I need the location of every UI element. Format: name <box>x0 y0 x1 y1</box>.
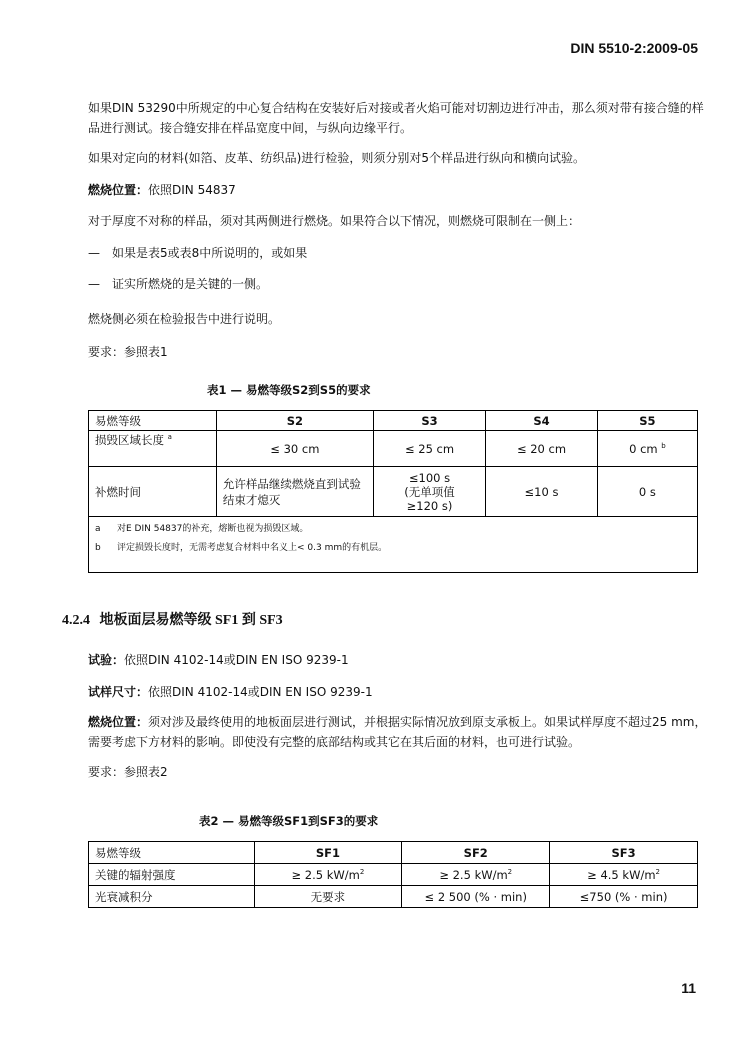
burn-position-text: 依照DIN 54837 <box>148 183 236 197</box>
cell-line: (无单项值 <box>404 484 455 499</box>
cell-text: ≥ 2.5 kW/m <box>439 867 508 882</box>
test-text: 依照DIN 4102-14或DIN EN ISO 9239-1 <box>124 653 349 667</box>
table-2 <box>88 841 698 908</box>
table-cell <box>254 864 402 886</box>
section-title: 地板面层易燃等级 SF1 到 SF3 <box>99 613 283 628</box>
cell-text: 0 cm <box>629 441 658 456</box>
page-number: 11 <box>681 980 696 996</box>
table-cell: ≤ 30 cm <box>216 431 373 467</box>
table-cell <box>597 431 697 467</box>
table-cell <box>550 864 698 886</box>
table-row <box>89 864 698 886</box>
footnote-key: b <box>95 543 101 553</box>
footnote-b <box>95 541 691 556</box>
table-footnotes <box>89 517 698 573</box>
table-cell: ≤10 s <box>486 467 598 517</box>
superscript: 2 <box>507 867 513 876</box>
footnote-a <box>95 522 691 537</box>
requirement-ref-1: 要求：参照表1 <box>88 345 168 359</box>
section-heading <box>62 609 283 629</box>
cell-line: ≥120 s) <box>406 498 453 513</box>
specimen-size-text: 依照DIN 4102-14或DIN EN ISO 9239-1 <box>148 685 373 699</box>
table-header-cell: S2 <box>216 411 373 431</box>
superscript: 2 <box>655 867 660 876</box>
table-cell: 关键的辐射强度 <box>89 864 255 886</box>
specimen-size-label: 试样尺寸： <box>88 685 149 699</box>
table-header-cell: SF1 <box>254 842 402 864</box>
cell-line: ≤100 s <box>408 470 451 485</box>
bullet-item-1: — 如果是表5或表8中所说明的，或如果 <box>88 246 308 260</box>
table1-caption: 表1 — 易燃等级S2到S5的要求 <box>207 383 371 397</box>
table-cell: 补燃时间 <box>89 467 217 517</box>
table-cell: ≤ 2 500 (% · min) <box>402 886 550 908</box>
burn-position-2-label: 燃烧位置： <box>88 715 149 729</box>
paragraph-report: 燃烧侧必须在检验报告中进行说明。 <box>88 312 281 326</box>
document-header: DIN 5510-2:2009-05 <box>570 40 698 56</box>
table-cell: 无要求 <box>254 886 402 908</box>
table-row <box>89 431 698 467</box>
table-header-cell: SF3 <box>550 842 698 864</box>
burn-position-2-paragraph <box>88 712 708 752</box>
test-label: 试验： <box>88 653 125 667</box>
table-cell: 允许样品继续燃烧直到试验结束才熄灭 <box>216 467 373 517</box>
paragraph-joint-seam: 如果DIN 53290中所规定的中心复合结构在安装好后对接或者火焰可能对切割边进行冲击，那么须对带有接合缝的样品进行测试。接合缝安排在样品宽度中间，与纵向边缘平行。 <box>88 101 704 135</box>
section-number: 4.2.4 <box>62 613 90 628</box>
paragraph-asymmetric: 对于厚度不对称的样品，须对其两侧进行燃烧。如果符合以下情况，则燃烧可限制在一侧上： <box>88 214 581 228</box>
table-header-cell: S4 <box>486 411 598 431</box>
test-line <box>88 650 708 670</box>
footnote-marker-a: a <box>167 433 172 442</box>
burn-position-line <box>88 180 708 200</box>
specimen-size-line <box>88 682 708 702</box>
superscript: 2 <box>359 867 365 876</box>
table-header-row <box>89 842 698 864</box>
table-cell <box>89 431 217 467</box>
table-header-cell: S3 <box>373 411 485 431</box>
footnote-text: 评定损毁长度时，无需考虑复合材料中名义上< 0.3 mm的有机层。 <box>117 543 388 553</box>
table-cell: ≤750 (% · min) <box>550 886 698 908</box>
table-row <box>89 467 698 517</box>
table-cell <box>373 467 485 517</box>
table-cell: ≤ 25 cm <box>373 431 485 467</box>
cell-text: 损毁区域长度 <box>95 433 164 447</box>
table2-caption: 表2 — 易燃等级SF1到SF3的要求 <box>199 814 379 828</box>
table-header-cell: S5 <box>597 411 697 431</box>
table-footnote-row <box>89 517 698 573</box>
bullet-item-2: — 证实所燃烧的是关键的一侧。 <box>88 277 269 291</box>
cell-text: ≥ 2.5 kW/m <box>291 867 360 882</box>
table-1 <box>88 410 698 573</box>
footnote-marker-b: b <box>661 441 666 450</box>
table-header-cell: 易燃等级 <box>89 842 255 864</box>
paragraph-oriented-materials: 如果对定向的材料(如箔、皮革、纺织品)进行检验，则须分别对5个样品进行纵向和横向试验。 <box>88 151 586 165</box>
footnote-key: a <box>95 524 101 534</box>
table-cell <box>402 864 550 886</box>
burn-position-2-text: 须对涉及最终使用的地板面层进行测试，并根据实际情况放到原支承板上。如果试样厚度不超过25 mm，需要考虑下方材料的影响。即使没有完整的底部结构或其它在其后面的材料，也可进行试验。 <box>88 715 707 749</box>
table-header-cell: 易燃等级 <box>89 411 217 431</box>
burn-position-label: 燃烧位置： <box>88 183 149 197</box>
cell-text: ≥ 4.5 kW/m <box>587 867 656 882</box>
footnote-text: 对E DIN 54837的补充，熔断也视为损毁区域。 <box>117 524 309 534</box>
table-cell: 0 s <box>597 467 697 517</box>
table-row <box>89 886 698 908</box>
requirement-ref-2: 要求：参照表2 <box>88 765 168 779</box>
table-header-cell: SF2 <box>402 842 550 864</box>
table-header-row <box>89 411 698 431</box>
table-cell: ≤ 20 cm <box>486 431 598 467</box>
table-cell: 光衰减积分 <box>89 886 255 908</box>
